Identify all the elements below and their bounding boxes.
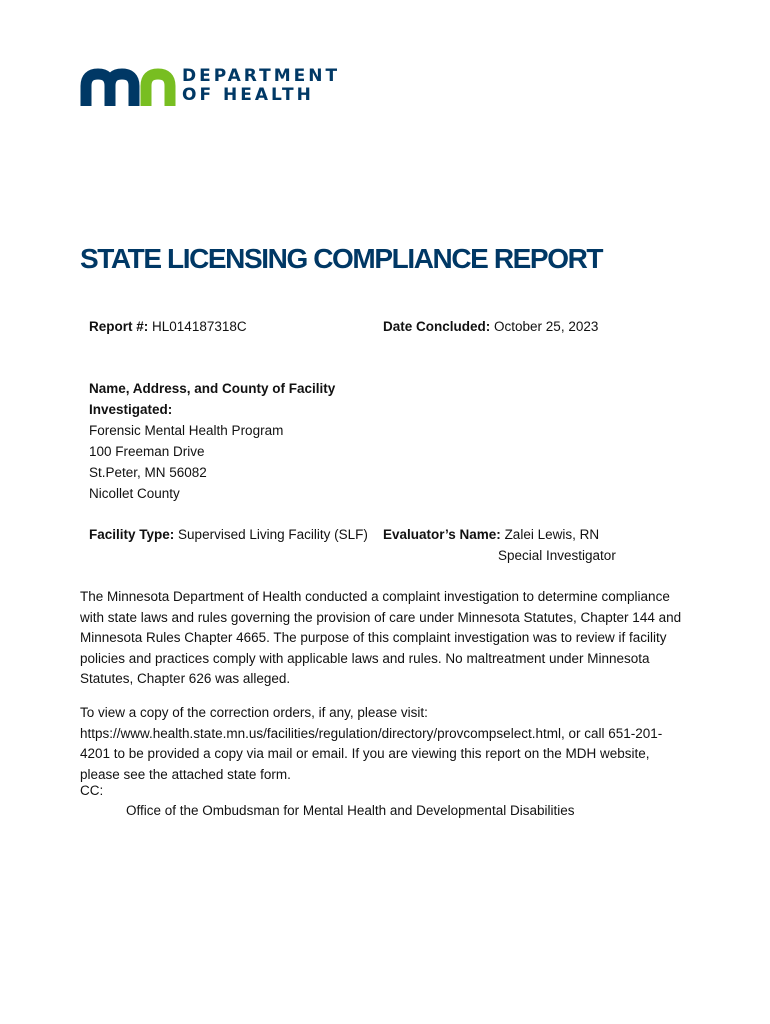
evaluator-title: Special Investigator bbox=[498, 548, 616, 563]
logo-wordmark bbox=[182, 67, 340, 105]
facility-label-line2: Investigated: bbox=[89, 402, 173, 417]
facility-name: Forensic Mental Health Program bbox=[89, 423, 284, 438]
correction-orders-paragraph: To view a copy of the correction orders, if any, please visit: https://www.health.state.mn.us/facilities/regulation/directory/provcompselect.html, or call 651-201-4201 to be provided a copy via mail or email. If you are viewing this report on the MDH website, please see the attached state form. bbox=[80, 705, 663, 782]
evaluator-label: Evaluator’s Name: bbox=[383, 527, 501, 542]
evaluator-name-value: Zalei Lewis, RN bbox=[504, 527, 600, 542]
facility-type bbox=[89, 524, 368, 545]
date-value: October 25, 2023 bbox=[494, 319, 599, 334]
facility-county: Nicollet County bbox=[89, 486, 180, 501]
cc-recipient: Office of the Ombudsman for Mental Health and Developmental Disabilities bbox=[126, 803, 575, 818]
facility-type-label: Facility Type: bbox=[89, 527, 175, 542]
report-number-label: Report #: bbox=[89, 319, 149, 334]
facility-label-line1: Name, Address, and County of Facility bbox=[89, 381, 336, 396]
logo-text-line1: DEPARTMENT bbox=[182, 66, 341, 86]
cc-label: CC: bbox=[80, 783, 104, 798]
logo-text-line2: OF HEALTH bbox=[182, 85, 314, 105]
intro-paragraph: The Minnesota Department of Health conducted a complaint investigation to determine compliance with state laws and rules governing the provision of care under Minnesota Statutes, Chapter 144 and Minnesota Rules Chapter 4665. The purpose of this complaint investigation was to review if facility policies and practices comply with applicable laws and rules. No maltreatment under Minnesota Statutes, Chapter 626 was alleged. bbox=[80, 589, 682, 686]
facility-address2: St.Peter, MN 56082 bbox=[89, 465, 207, 480]
facility-type-value: Supervised Living Facility (SLF) bbox=[178, 527, 368, 542]
report-number bbox=[89, 316, 247, 337]
date-concluded bbox=[383, 316, 598, 337]
evaluator-name bbox=[383, 524, 599, 545]
facility-block bbox=[89, 378, 335, 504]
date-label: Date Concluded: bbox=[383, 319, 491, 334]
report-title: STATE LICENSING COMPLIANCE REPORT bbox=[80, 243, 603, 274]
report-number-value: HL014187318C bbox=[152, 319, 247, 334]
facility-address1: 100 Freeman Drive bbox=[89, 444, 205, 459]
